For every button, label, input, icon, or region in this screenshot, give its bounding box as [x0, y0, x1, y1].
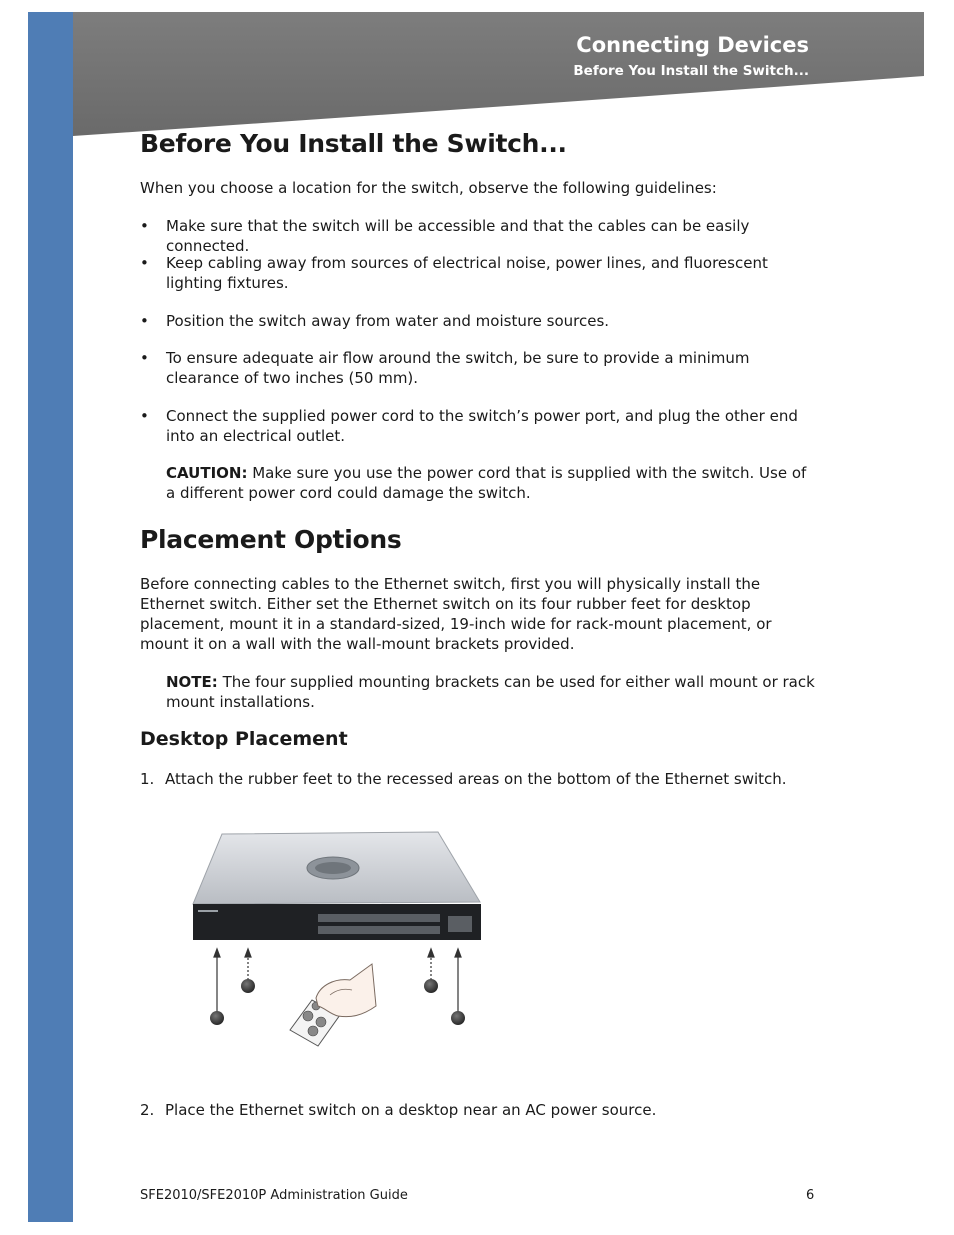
install-intro: When you choose a location for the switch, observe the following guidelines: [140, 179, 717, 197]
step-item [140, 1100, 820, 1120]
note-text: The four supplied mounting brackets can be used for either wall mount or rack mount installations. [166, 673, 815, 711]
bullet-glyph: • [140, 407, 149, 425]
mounting-note [166, 672, 820, 712]
note-label: NOTE: [166, 673, 218, 691]
page-header [73, 12, 924, 136]
guideline-text: Make sure that the switch will be accessible and that the cables can be easily connected. [166, 217, 750, 255]
chapter-title: Connecting Devices [576, 33, 809, 57]
caution-note [166, 463, 820, 503]
placement-intro: Before connecting cables to the Ethernet switch, first you will physically install the Ethernet switch. Either set the Ethernet switch on its four rubber feet for desktop placement, mount it in a standard-sized, 19-inch wide for rack-mount placement, or mount it on a wall with the wall-mount brackets provided. [140, 575, 772, 653]
guideline-item [140, 216, 820, 256]
guideline-item [140, 253, 820, 293]
step-item [140, 769, 820, 789]
step-text: Place the Ethernet switch on a desktop near an AC power source. [165, 1101, 657, 1119]
step-number: 2. [140, 1101, 155, 1119]
bullet-glyph: • [140, 254, 149, 272]
step-text: Attach the rubber feet to the recessed areas on the bottom of the Ethernet switch. [165, 770, 787, 788]
rubber-foot [241, 979, 255, 993]
rubber-foot [451, 1011, 465, 1025]
switch-rubber-feet-illustration [190, 830, 485, 1050]
rubber-foot [424, 979, 438, 993]
guideline-item [140, 311, 820, 331]
section-heading-placement: Placement Options [140, 525, 402, 554]
bullet-glyph: • [140, 312, 149, 330]
caution-text: Make sure you use the power cord that is supplied with the switch. Use of a different power cord could damage the switch. [166, 464, 807, 502]
caution-label: CAUTION: [166, 464, 248, 482]
step-number: 1. [140, 770, 155, 788]
rubber-foot [210, 1011, 224, 1025]
bullet-glyph: • [140, 217, 149, 235]
section-subtitle: Before You Install the Switch... [573, 63, 809, 79]
sidebar-band [28, 12, 73, 1222]
hand-illustration [316, 964, 376, 1017]
guideline-text: Keep cabling away from sources of electrical noise, power lines, and fluorescent lighting fixtures. [166, 254, 768, 292]
guideline-text: To ensure adequate air flow around the switch, be sure to provide a minimum clearance of two inches (50 mm). [166, 349, 750, 387]
guideline-text: Connect the supplied power cord to the switch’s power port, and plug the other end into an electrical outlet. [166, 407, 798, 445]
guideline-item [140, 406, 820, 446]
footer-page-number: 6 [806, 1188, 815, 1203]
bullet-glyph: • [140, 349, 149, 367]
front-label [198, 910, 218, 912]
footer-guide-title: SFE2010/SFE2010P Administration Guide [140, 1188, 408, 1203]
logo-badge-inner [315, 862, 351, 874]
subheading-desktop-placement: Desktop Placement [140, 728, 348, 750]
guideline-text: Position the switch away from water and moisture sources. [166, 312, 610, 330]
section-heading-install: Before You Install the Switch... [140, 129, 567, 158]
guideline-item [140, 348, 820, 388]
